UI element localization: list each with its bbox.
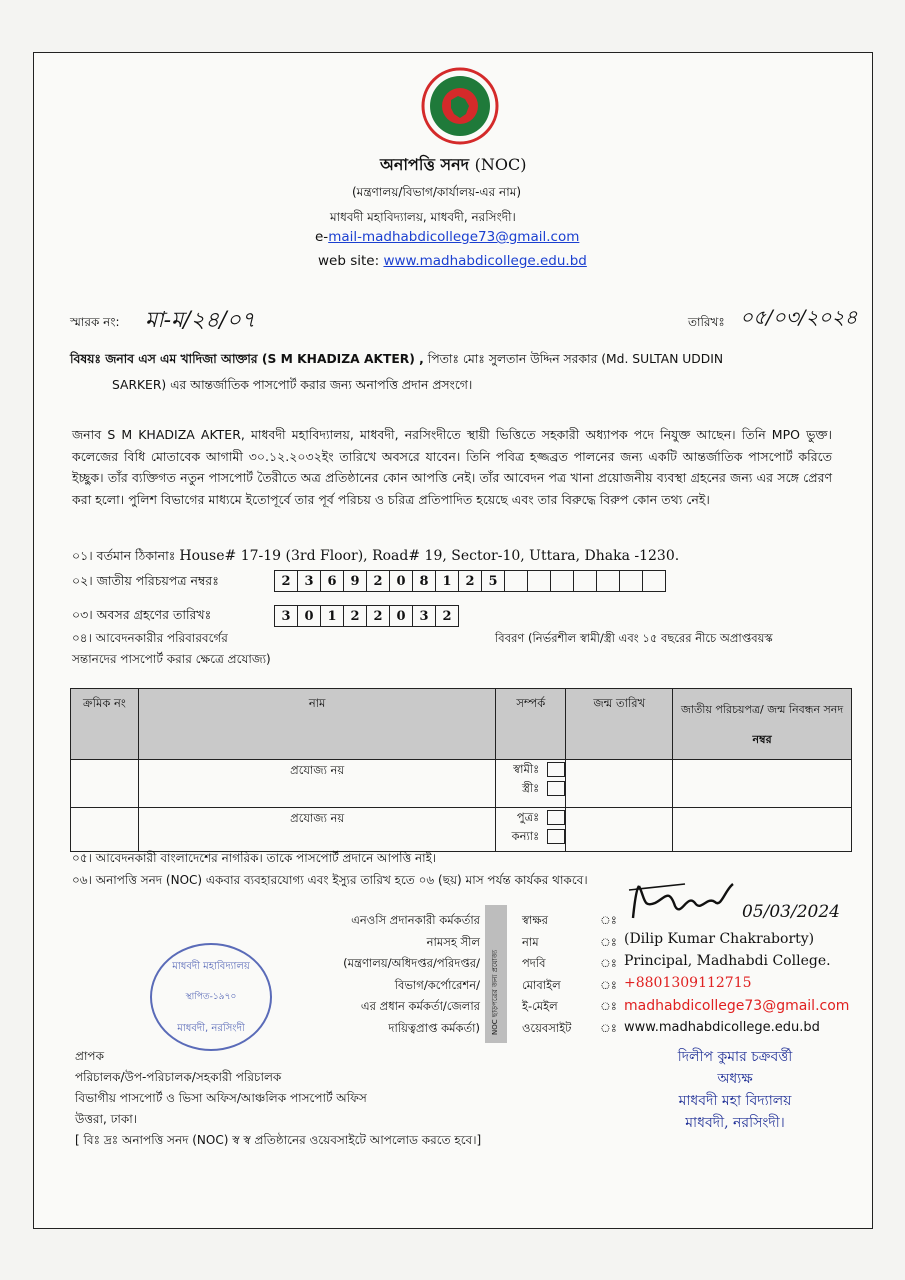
- nid-digit: 5: [482, 570, 505, 592]
- field-label-designation: পদবি: [522, 956, 546, 970]
- retire-digit: 0: [390, 605, 413, 627]
- row1-rel-a: স্বামীঃ: [513, 762, 540, 776]
- recipient-block: [75, 1046, 481, 1151]
- note-06: ০৬। অনাপত্তি সনদ (NOC) একবার ব্যবহারযোগ্য এবং ইস্যুর তারিখ হতে ০৬ (ছয়) মাস পর্যন্ত কার্যকর থাকবে।: [72, 873, 588, 887]
- colon: ঃ: [600, 956, 617, 970]
- stamp-top-text: মাধবদী মহাবিদ্যালয়: [172, 961, 250, 972]
- header-relation: সম্পর্ক: [516, 696, 546, 710]
- header-serial: ক্রমিক নং: [83, 696, 126, 710]
- retire-digit: 1: [321, 605, 344, 627]
- nid-digit: 2: [274, 570, 298, 592]
- recipient-line: পরিচালক/উপ-পরিচালক/সহকারী পরিচালক: [75, 1070, 282, 1084]
- nid-digit: [620, 570, 643, 592]
- field-label-website: ওয়েবসাইট: [522, 1020, 572, 1035]
- spouse-husband-checkbox[interactable]: [547, 762, 565, 777]
- field-label-name: নাম: [522, 934, 539, 949]
- colon: ঃ: [600, 934, 617, 949]
- bangladesh-govt-emblem: [420, 66, 500, 146]
- body-paragraph: জনাব S M KHADIZA AKTER, মাধবদী মহাবিদ্যালয়, মাধবদী, নরসিংদীতে স্থায়ী ভিত্তিতে সহকারী অধ্যাপক পদে নিযুক্ত আছেন। তিনি MPO ভুক্ত। কলেজের বিধি মোতাবেক আগামী ৩০.১২.২০৩২ইং তারিখে অবসরে যাবেন। তিনি পবিত্র হজ্জব্রত পালনের জন্য একটি আন্তর্জাতিক পাসপোর্ট করিতে ইচ্ছুক। তাঁর ব্যক্তিগত নতুন পাসপোর্ট তৈরীতে অত্র প্রতিষ্ঠানের কোন আপত্তি নেই। তাঁর আবেদন পত্র খানা প্রয়োজনীয় ব্যবস্থা গ্রহনের জন্য এর সঙ্গে প্রেরণ করা হলো। পুলিশ বিভাগের মাধ্যমে ইতোপূর্বে তার পূর্ব পরিচয় ও চরিত্র প্রতিপাদিত হয়েছে এবং তার বিরুদ্ধে বিরুপ কোন তথ্য নেই।: [72, 427, 832, 507]
- note-05: ০৫। আবেদনকারী বাংলাদেশের নাগরিক। তাকে পাসপোর্ট প্রদানে আপত্তি নাই।: [72, 851, 437, 865]
- email-link[interactable]: mail-madhabdicollege73@gmail.com: [328, 229, 580, 245]
- row2-rel-a: পুত্রঃ: [516, 810, 540, 824]
- colon: ঃ: [600, 977, 617, 992]
- signatory-left-line: বিভাগ/কর্পোরেশন/: [394, 977, 480, 992]
- handwritten-signature: [625, 878, 745, 928]
- signatory-email[interactable]: madhabdicollege73@gmail.com: [624, 998, 850, 1014]
- stamp-mid-text: স্থাপিত-১৯৭০: [185, 992, 237, 1002]
- table-row: [71, 760, 852, 808]
- family-label-c: সন্তানদের পাসপোর্ট করার ক্ষেত্রে প্রযোজ্য): [72, 652, 271, 666]
- row2-rel-b: কন্যাঃ: [511, 829, 540, 843]
- row1-name: প্রযোজ্য নয়: [290, 763, 345, 777]
- website-link[interactable]: www.madhabdicollege.edu.bd: [383, 253, 587, 269]
- nid-digit: [574, 570, 597, 592]
- noc-strip: [485, 905, 507, 1043]
- recipient-line: প্রাপক: [75, 1049, 104, 1063]
- nid-digit: [505, 570, 528, 592]
- retire-label: ০৩। অবসর গ্রহণের তারিখঃ: [72, 607, 212, 622]
- subject-line1-b: পিতাঃ মোঃ সুলতান উদ্দিন সরকার (Md. SULTAN UDDIN: [427, 352, 724, 366]
- nid-digit: 9: [344, 570, 367, 592]
- signatory-website[interactable]: www.madhabdicollege.edu.bd: [624, 1020, 820, 1035]
- colon: ঃ: [600, 913, 617, 927]
- signatory-left-line: এর প্রধান কর্মকর্তা/জেলার: [360, 999, 480, 1013]
- signatory-name: (Dilip Kumar Chakraborty): [624, 931, 815, 947]
- field-label-signature: স্বাক্ষর: [522, 913, 548, 927]
- signature-date: 05/03/2024: [742, 902, 840, 922]
- signatory-mobile: +8801309112715: [624, 975, 752, 991]
- college-round-stamp: [150, 943, 272, 1051]
- family-label-a: ০৪। আবেদনকারীর পরিবারবর্গের: [72, 631, 228, 645]
- institution-name: মাধবদী মহাবিদ্যালয়, মাধবদী, নরসিংদী।: [330, 210, 516, 224]
- retire-digit: 2: [436, 605, 459, 627]
- nid-label: ০২। জাতীয় পরিচয়পত্র নম্বরঃ: [72, 573, 219, 588]
- signatory-left-block: [300, 910, 480, 1039]
- colon: ঃ: [600, 1020, 617, 1035]
- signatory-left-line: নামসহ সীল: [426, 934, 480, 949]
- family-table: [70, 688, 852, 852]
- signatory-designation: Principal, Madhabdi College.: [624, 953, 831, 969]
- nid-digit: 3: [298, 570, 321, 592]
- nid-digit: [643, 570, 666, 592]
- office-subtitle: (মন্ত্রণালয়/বিভাগ/কার্যালয়-এর নাম): [352, 185, 522, 199]
- retire-boxes: [274, 605, 459, 627]
- retire-digit: 2: [367, 605, 390, 627]
- signatory-field-labels: [522, 910, 571, 1039]
- nid-digit: 8: [413, 570, 436, 592]
- signatory-left-line: (মন্ত্রণালয়/অধিদপ্তর/পরিদপ্তর/: [343, 956, 480, 970]
- header-dob: জন্ম তারিখ: [593, 696, 646, 710]
- signatory-left-line: দায়িত্বপ্রাপ্ত কর্মকর্তা): [388, 1020, 480, 1035]
- row1-rel-b: স্ত্রীঃ: [521, 781, 540, 795]
- retire-digit: 0: [298, 605, 321, 627]
- daughter-checkbox[interactable]: [547, 829, 565, 844]
- nid-digit: 2: [459, 570, 482, 592]
- date-label: তারিখঃ: [688, 315, 725, 329]
- upload-note: [ বিঃ দ্রঃ অনাপত্তি সনদ (NOC) স্ব স্ব প্রতিষ্ঠানের ওয়েবসাইটে আপলোড করতে হবে।]: [75, 1133, 482, 1147]
- subject-line2: SARKER) এর আন্তর্জাতিক পাসপোর্ট করার জন্য অনাপত্তি প্রদান প্রসংগে।: [112, 378, 473, 392]
- seal-line: মাধবদী মহা বিদ্যালয়: [678, 1093, 792, 1109]
- field-label-mobile: মোবাইল: [522, 977, 561, 992]
- address-value: House# 17-19 (3rd Floor), Road# 19, Sector-10, Uttara, Dhaka -1230.: [179, 548, 680, 564]
- noc-title-abbr: (NOC): [474, 155, 527, 174]
- colon-column: [600, 910, 617, 1039]
- retire-digit: 2: [344, 605, 367, 627]
- table-header-row: [71, 689, 852, 760]
- recipient-line: বিভাগীয় পাসপোর্ট ও ভিসা অফিস/আঞ্চলিক পাসপোর্ট অফিস: [75, 1091, 367, 1105]
- signatory-left-line: এনওসি প্রদানকারী কর্মকর্তার: [351, 913, 480, 927]
- nid-digit: [597, 570, 620, 592]
- nid-digit: [528, 570, 551, 592]
- retire-digit: 3: [413, 605, 436, 627]
- header-name: নাম: [308, 696, 326, 710]
- noc-title: অনাপত্তি সনদ: [380, 155, 470, 174]
- seal-line: অধ্যক্ষ: [717, 1071, 753, 1087]
- email-prefix: e-: [315, 229, 329, 245]
- memo-number: মা-ম/২৪/০৭: [145, 308, 256, 333]
- seal-line: দিলীপ কুমার চক্রবর্ত্তী: [677, 1049, 793, 1065]
- retire-digit: 3: [274, 605, 298, 627]
- date-value: ০৫/০৩/২০২৪: [740, 305, 858, 329]
- address-label: ০১। বর্তমান ঠিকানাঃ: [72, 548, 176, 563]
- row2-name: প্রযোজ্য নয়: [290, 811, 345, 825]
- stamp-bottom-text: মাধবদী, নরসিংদী: [177, 1023, 245, 1034]
- website-label: web site:: [318, 253, 380, 269]
- son-checkbox[interactable]: [547, 810, 565, 825]
- nid-digit: [551, 570, 574, 592]
- nid-digit: 1: [436, 570, 459, 592]
- nid-digit: 6: [321, 570, 344, 592]
- subject-line1-a: বিষয়ঃ জনাব এস এম খাদিজা আক্তার (S M KHADIZA AKTER) ,: [70, 352, 424, 366]
- seal-line: মাধবদী, নরসিংদী।: [685, 1115, 785, 1131]
- memo-label: স্মারক নং:: [70, 315, 120, 329]
- spouse-wife-checkbox[interactable]: [547, 781, 565, 796]
- family-label-b: বিবরণ (নির্ভরশীল স্বামী/স্ত্রী এবং ১৫ বছরের নীচে অপ্রাপ্তবয়স্ক: [495, 631, 773, 645]
- nid-digit: 2: [367, 570, 390, 592]
- noc-strip-text: NOC ছাড়পত্রের জন্য প্রযোজ্য: [491, 949, 499, 1035]
- principal-seal: [650, 1046, 820, 1134]
- field-label-email: ই-মেইল: [522, 999, 558, 1013]
- nid-digit: 0: [390, 570, 413, 592]
- recipient-line: উত্তরা, ঢাকা।: [75, 1112, 138, 1126]
- table-row: [71, 808, 852, 852]
- header-nid-number: নম্বর: [752, 733, 772, 746]
- colon: ঃ: [600, 999, 617, 1013]
- nid-boxes: [274, 570, 666, 592]
- header-nid: জাতীয় পরিচয়পত্র/ জন্ম নিবন্ধন সনদ: [681, 703, 844, 716]
